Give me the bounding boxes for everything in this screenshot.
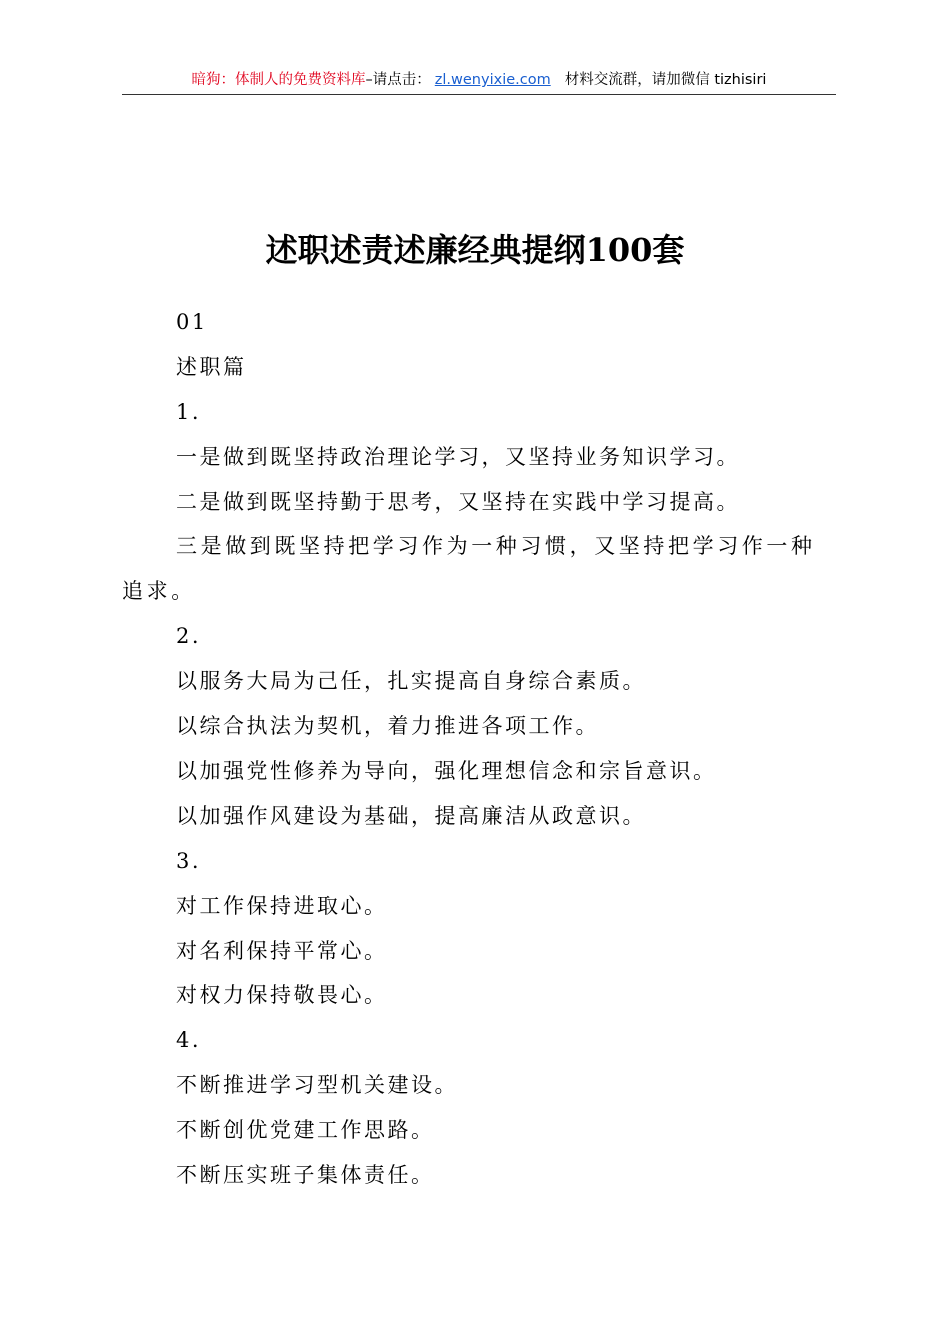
header-link[interactable]: zl.wenyixie.com	[434, 72, 551, 88]
paragraph: 以加强党性修养为导向，强化理想信念和宗旨意识。	[176, 758, 717, 783]
document-body	[122, 300, 838, 1198]
paragraph: 以加强作风建设为基础，提高廉洁从政意识。	[176, 803, 646, 828]
paragraph: 对名利保持平常心。	[176, 938, 388, 963]
paragraph: 三是做到既坚持把学习作为一种习惯，又坚持把学习作一种追求。	[122, 534, 816, 604]
section-heading: 述职篇	[176, 354, 247, 379]
item-number: 3.	[176, 848, 202, 873]
paragraph: 对工作保持进取心。	[176, 893, 388, 918]
header-suffix: 材料交流群，请加微信 tizhisiri	[564, 72, 767, 88]
paragraph: 以服务大局为己任，扎实提高自身综合素质。	[176, 669, 646, 694]
item-number: 4.	[176, 1028, 202, 1053]
paragraph: 不断推进学习型机关建设。	[176, 1073, 458, 1098]
header-prefix: 暗狗：体制人的免费资料库	[191, 72, 366, 88]
paragraph: 二是做到既坚持勤于思考，又坚持在实践中学习提高。	[176, 489, 740, 514]
paragraph: 对权力保持敬畏心。	[176, 983, 388, 1008]
paragraph: 以综合执法为契机，着力推进各项工作。	[176, 714, 599, 739]
header-click-text: –请点击：	[365, 72, 431, 88]
paragraph: 一是做到既坚持政治理论学习，又坚持业务知识学习。	[176, 444, 740, 469]
page-header	[122, 70, 836, 95]
paragraph: 不断压实班子集体责任。	[176, 1162, 435, 1187]
item-number: 2.	[176, 624, 202, 649]
section-number: 01	[176, 310, 208, 334]
item-number: 1.	[176, 399, 202, 424]
document-title: 述职述责述廉经典提纲100套	[265, 231, 685, 269]
paragraph: 不断创优党建工作思路。	[176, 1118, 435, 1143]
